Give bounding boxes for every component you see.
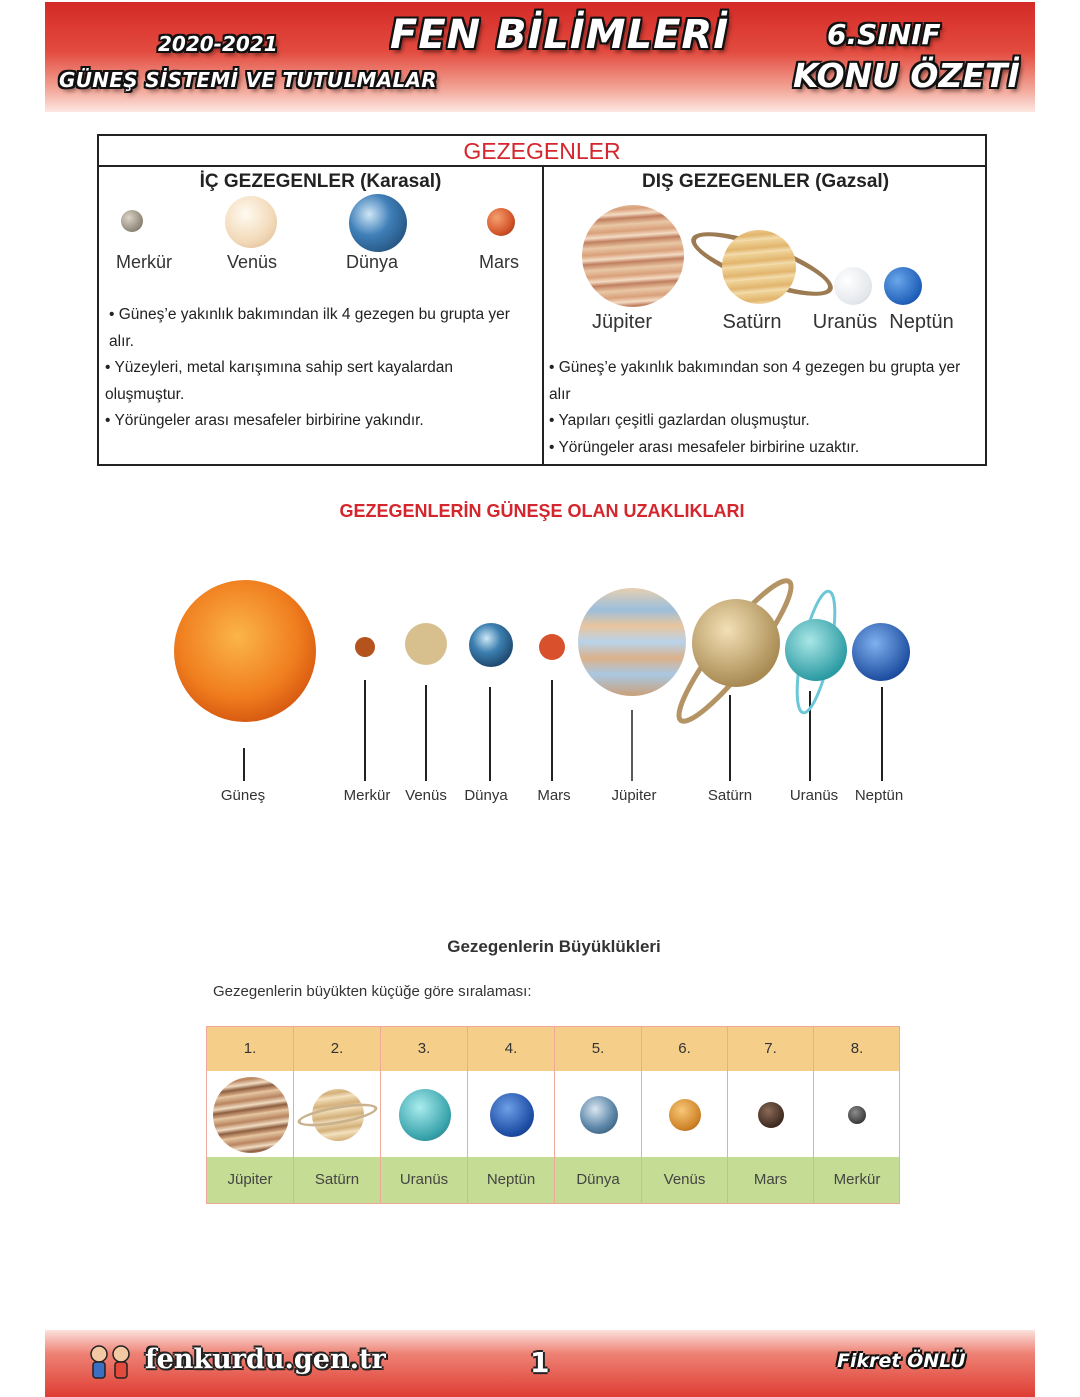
size-column: [207, 1027, 294, 1203]
size-rank: 4.: [504, 1040, 518, 1057]
header-topic: GÜNEŞ SİSTEMİ VE TUTULMALAR: [59, 68, 438, 92]
size-column: [555, 1027, 642, 1203]
size-planet-image: [669, 1099, 701, 1131]
sun-image: [174, 580, 316, 722]
column-divider: [542, 167, 544, 464]
neptune-image: [884, 267, 922, 305]
mascot-icon: [85, 1344, 137, 1384]
mars-image: [487, 208, 515, 236]
size-planet-name: Neptün: [486, 1171, 536, 1188]
uranus-image: [834, 267, 872, 305]
distances-title: GEZEGENLERİN GÜNEŞE OLAN UZAKLIKLARI: [339, 501, 745, 521]
jupiter-image: [582, 205, 684, 307]
size-planet-name: Jüpiter: [227, 1171, 273, 1188]
distance-label: Dünya: [464, 787, 508, 804]
size-column: [381, 1027, 468, 1203]
bullet-text: • Yapıları çeşitli gazlardan oluşmuştur.: [549, 412, 810, 429]
size-planet-image: [399, 1089, 451, 1141]
distances-diagram: [160, 555, 930, 815]
inner-planets-heading: İÇ GEZEGENLER (Karasal): [199, 171, 442, 192]
distance-label: Neptün: [854, 787, 904, 804]
size-planet-name: Dünya: [576, 1171, 620, 1188]
planets-table: [97, 134, 987, 466]
size-column: [294, 1027, 381, 1203]
mercury-image: [355, 637, 375, 657]
neptune-image: [852, 623, 910, 681]
footer-site-link[interactable]: fenkurdu.gen.tr: [145, 1344, 386, 1375]
bullet-text: • Güneş’e yakınlık bakımından ilk 4 gezegen bu grupta yer alır.: [109, 306, 510, 350]
saturn-image: [692, 599, 780, 687]
outer-planets-heading: DIŞ GEZEGENLER (Gazsal): [641, 171, 890, 192]
distance-label: Satürn: [707, 787, 753, 804]
bullet-text: • Yörüngeler arası mesafeler birbirine uzaktır.: [549, 438, 860, 456]
outer-planet-label: Neptün: [889, 311, 954, 333]
distance-label: Uranüs: [789, 787, 839, 804]
size-column: [814, 1027, 900, 1203]
sizes-subtitle: Gezegenlerin büyükten küçüğe göre sıralaması:: [213, 983, 532, 1000]
size-planet-name: Venüs: [663, 1171, 706, 1188]
earth-image: [349, 194, 407, 252]
inner-planet-label: Merkür: [115, 252, 172, 272]
distance-label: Merkür: [343, 787, 391, 804]
header-title: FEN BİLİMLERİ: [390, 12, 730, 58]
mercury-image: [121, 210, 143, 232]
bullet-text: • Güneş’e yakınlık bakımından son 4 gezegen bu grupta yer alır: [549, 359, 961, 403]
uranus-image: [785, 619, 847, 681]
page-footer: [45, 1330, 1035, 1397]
size-column: [642, 1027, 728, 1203]
planets-table-title: GEZEGENLER: [99, 136, 985, 167]
outer-planet-label: Jüpiter: [591, 311, 653, 333]
distance-label: Jüpiter: [611, 787, 657, 804]
size-planet-image: [848, 1106, 866, 1124]
outer-planet-label: Satürn: [722, 311, 782, 333]
size-rank: 6.: [678, 1040, 691, 1057]
size-rank: 2.: [330, 1040, 344, 1057]
size-rank: 7.: [764, 1040, 777, 1057]
size-column: [468, 1027, 555, 1203]
inner-planet-label: Dünya: [345, 252, 399, 272]
inner-planets-bullets: [105, 302, 525, 435]
inner-planet-label: Mars: [479, 252, 519, 272]
size-planet-image: [758, 1102, 784, 1128]
sizes-table: [206, 1026, 900, 1204]
mars-image: [539, 634, 565, 660]
header-year: 2020-2021: [158, 32, 278, 56]
size-planet-name: Satürn: [314, 1171, 360, 1188]
distance-label: Güneş: [220, 787, 266, 804]
size-planet-name: Merkür: [833, 1171, 881, 1188]
footer-author: Fikret ÖNLÜ: [837, 1350, 966, 1372]
bullet-text: • Yüzeyleri, metal karışımına sahip sert kayalardan oluşmuştur.: [105, 359, 454, 403]
size-planet-name: Mars: [753, 1171, 788, 1188]
page-header: [45, 2, 1035, 112]
distance-label: Mars: [537, 787, 571, 804]
size-rank: 5.: [591, 1040, 605, 1057]
venus-image: [225, 196, 277, 248]
jupiter-image: [578, 588, 686, 696]
header-summary: KONU ÖZETİ: [793, 56, 1020, 95]
size-rank: 8.: [850, 1040, 864, 1057]
bullet-text: • Yörüngeler arası mesafeler birbirine yakındır.: [105, 412, 424, 429]
size-planet-image: [490, 1093, 534, 1137]
header-grade: 6.SINIF: [827, 18, 941, 51]
size-column: [728, 1027, 814, 1203]
earth-image: [469, 623, 513, 667]
saturn-image: [722, 230, 796, 304]
outer-planets-bullets: [549, 355, 979, 461]
size-rank: 1.: [243, 1040, 257, 1057]
size-planet-name: Uranüs: [399, 1171, 449, 1188]
size-rank: 3.: [417, 1040, 431, 1057]
inner-planet-label: Venüs: [226, 252, 278, 272]
outer-planet-label: Uranüs: [812, 311, 878, 333]
venus-image: [405, 623, 447, 665]
distance-label: Venüs: [405, 787, 447, 804]
sizes-title: Gezegenlerin Büyüklükleri: [447, 937, 661, 956]
page-number: 1: [530, 1346, 550, 1379]
size-planet-image: [213, 1077, 289, 1153]
size-planet-image: [580, 1096, 618, 1134]
